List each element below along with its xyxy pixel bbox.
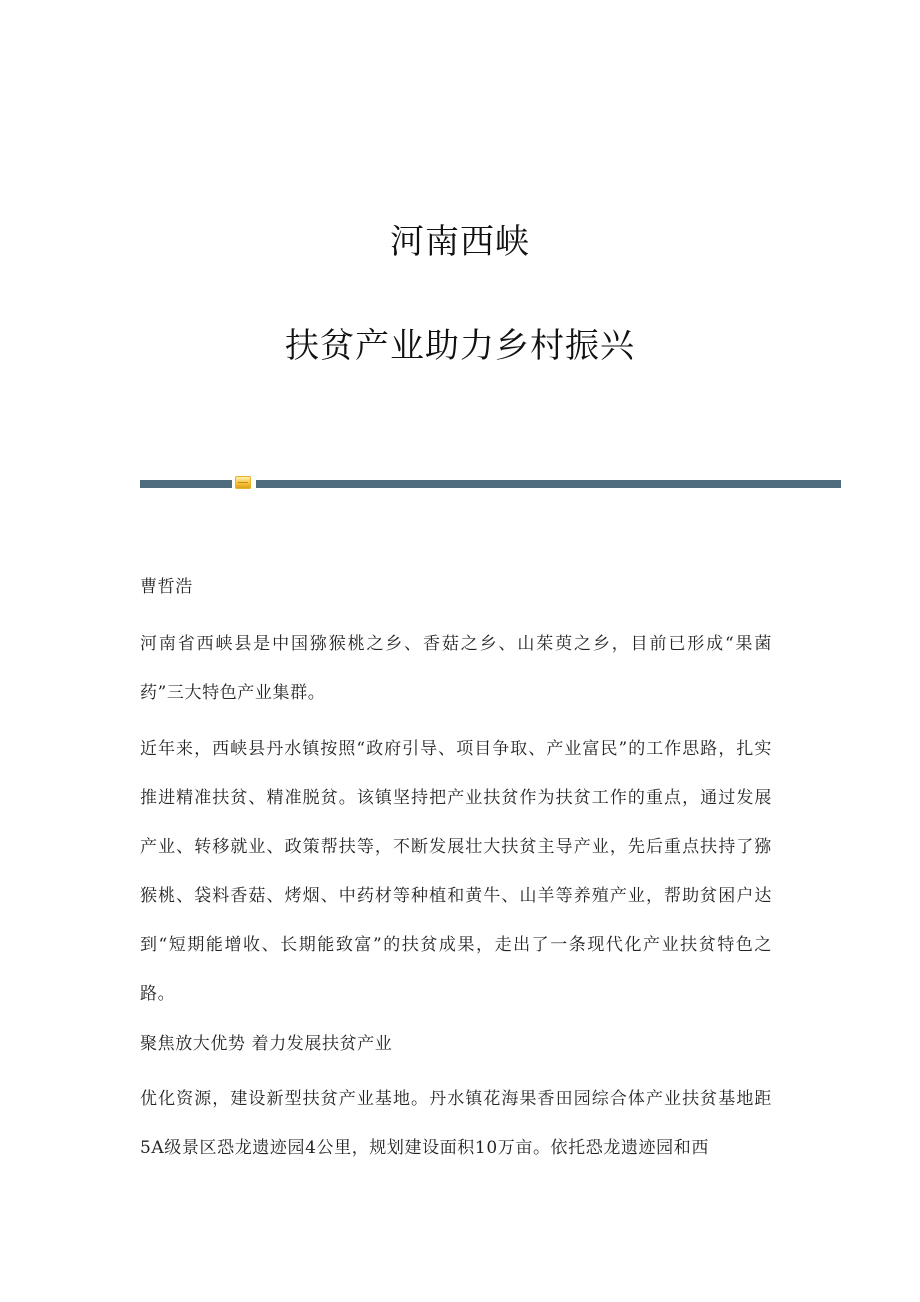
section-heading: 聚焦放大优势 着力发展扶贫产业	[140, 1034, 393, 1054]
author: 曹哲浩	[140, 577, 193, 597]
paragraph-intro: 河南省西峡县是中国猕猴桃之乡、香菇之乡、山茱萸之乡，目前已形成“果菌药”三大特色产业集群。	[140, 634, 772, 703]
divider-ornament-icon	[235, 476, 251, 489]
divider-left	[140, 480, 232, 488]
paragraph-base: 优化资源，建设新型扶贫产业基地。丹水镇花海果香田园综合体产业扶贫基地距5A级景区恐龙遗迹园4公里，规划建设面积10万亩。依托恐龙遗迹园和西	[140, 1089, 772, 1158]
document-title-line-1: 河南西峡	[390, 222, 530, 262]
document-title-line-2: 扶贫产业助力乡村振兴	[285, 326, 635, 366]
divider-right	[256, 480, 841, 488]
paragraph-overview: 近年来，西峡县丹水镇按照“政府引导、项目争取、产业富民”的工作思路，扎实推进精准扶贫、精准脱贫。该镇坚持把产业扶贫作为扶贫工作的重点，通过发展产业、转移就业、政策帮扶等，不断发展壮大扶贫主导产业，先后重点扶持了猕猴桃、袋料香菇、烤烟、中药材等种植和黄牛、山羊等养殖产业，帮助贫困户达到“短期能增收、长期能致富”的扶贫成果，走出了一条现代化产业扶贫特色之路。	[140, 739, 772, 1004]
